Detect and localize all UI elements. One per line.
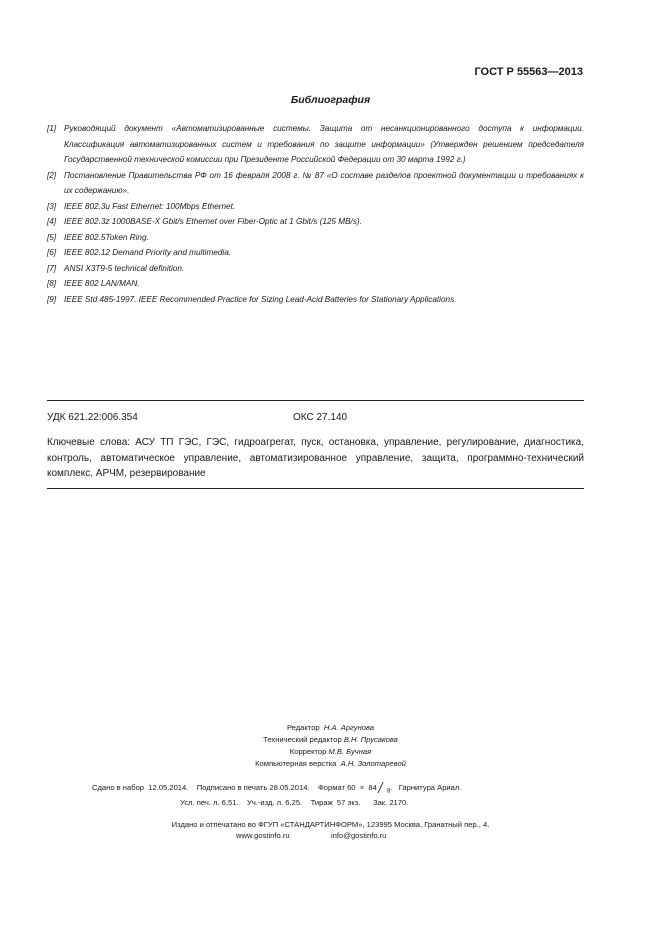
bibliography-item-text: IEEE 802 LAN/MAN. [64, 279, 140, 288]
bibliography-item [47, 121, 584, 168]
credit-name: Н.А. Аргунова [323, 723, 375, 732]
bibliography-item-number: [1] [47, 124, 57, 133]
bibliography-item [47, 261, 584, 277]
divider-bottom [47, 488, 584, 489]
keywords: Ключевые слова: АСУ ТП ГЭС, ГЭС, гидроагрегат, пуск, остановка, управление, регулирование, диагностика, контроль, автоматическое управление, автоматизированное управление, защита, программно-технический комплекс, АРЧМ, резервирование [47, 437, 584, 479]
imprint-text: . Гарнитура Ариал. [390, 783, 462, 792]
credit-name: М.В. Бучная [328, 747, 372, 756]
fraction-slash-icon [379, 782, 387, 792]
bibliography-item-number: [8] [47, 279, 57, 288]
bibliography-item-number: [7] [47, 263, 57, 273]
publisher-email: info@gostinfo.ru [331, 831, 387, 840]
credit-name: В.Н. Прусакова [343, 735, 398, 744]
standard-number: ГОСТ Р 55563—2013 [474, 66, 583, 78]
credit-label: Компьютерная верстка [255, 759, 337, 768]
credit-label: Редактор [286, 723, 320, 732]
bibliography-item [47, 168, 584, 199]
divider-top [47, 400, 584, 401]
credit-tech-editor [0, 734, 661, 747]
oks-code: ОКС 27.140 [293, 412, 348, 423]
bibliography-item [47, 245, 584, 261]
credit-editor [0, 722, 661, 735]
bibliography-item-number: [4] [47, 217, 57, 226]
bibliography-item [47, 230, 584, 246]
bibliography-title: Библиография [290, 94, 371, 106]
bibliography-item-text: IEEE 802.12 Demand Priority and multimedia. [64, 248, 232, 257]
credit-name: А.Н. Золотаревой [340, 759, 406, 768]
bibliography-item-text: ANSI X3T9-5 technical definition. [64, 263, 185, 273]
publisher-line: Издано и отпечатано во ФГУП «СТАНДАРТИНФОРМ», 123995 Москва, Гранатный пер., 4. [171, 820, 490, 829]
bibliography-item-text: IEEE 802.3u Fast Ethernet: 100Mbps Ethernet. [64, 201, 236, 211]
credit-label: Технический редактор [263, 735, 342, 744]
credit-label: Корректор [289, 747, 327, 756]
imprint-line-1 [92, 782, 461, 795]
credit-layout [0, 758, 661, 771]
imprint-line-2: Усл. печ. л. 6,51. Уч.-изд. л. 6,25. Тираж 57 экз. Зак. 2170. [180, 798, 409, 807]
format-fraction-denominator: 8 [386, 788, 391, 795]
bibliography-item [47, 214, 584, 230]
bibliography-item [47, 276, 584, 292]
bibliography-item-number: [9] [47, 294, 57, 304]
bibliography-item-number: [2] [47, 170, 57, 180]
bibliography-item [47, 292, 584, 308]
bibliography-item-text: IEEE 802.3z 1000BASE-X Gbit/s Ethernet over Fiber-Optic at 1 Gbit/s (125 MB/s). [64, 217, 362, 226]
bibliography-item-number: [3] [47, 201, 57, 211]
bibliography-item-text: Постановление Правительства РФ от 16 февраля 2008 г. № 87 «О составе разделов проектной документации и требованиях к их содержанию». [64, 170, 584, 195]
credit-proofreader [0, 746, 661, 759]
bibliography-item-number: [5] [47, 232, 57, 242]
bibliography-item-text: IEEE Std 485-1997. IEEE Recommended Practice for Sizing Lead-Acid Batteries for Stationary Applications. [64, 294, 457, 304]
udk-code: УДК 621.22:006.354 [47, 412, 138, 423]
bibliography-item-text: Руководящий документ «Автоматизированные системы. Защита от несанкционированного доступа к информации. Классификация автоматизированных систем и требования по защите информации» (Утвержден решением председателя Государственной технической комиссии при Президенте Российской Федерации от 30 марта 1992 г.) [64, 124, 584, 164]
publisher-website: www.gostinfo.ru [236, 831, 290, 840]
bibliography-item [47, 199, 584, 215]
bibliography-item-number: [6] [47, 248, 57, 257]
imprint-text: Сдано в набор 12.05.2014. Подписано в печать 28.05.2014. Формат 60 × 84 [92, 783, 379, 792]
bibliography-item-text: IEEE 802.5Token Ring. [64, 232, 149, 242]
bibliography-list [47, 121, 584, 307]
